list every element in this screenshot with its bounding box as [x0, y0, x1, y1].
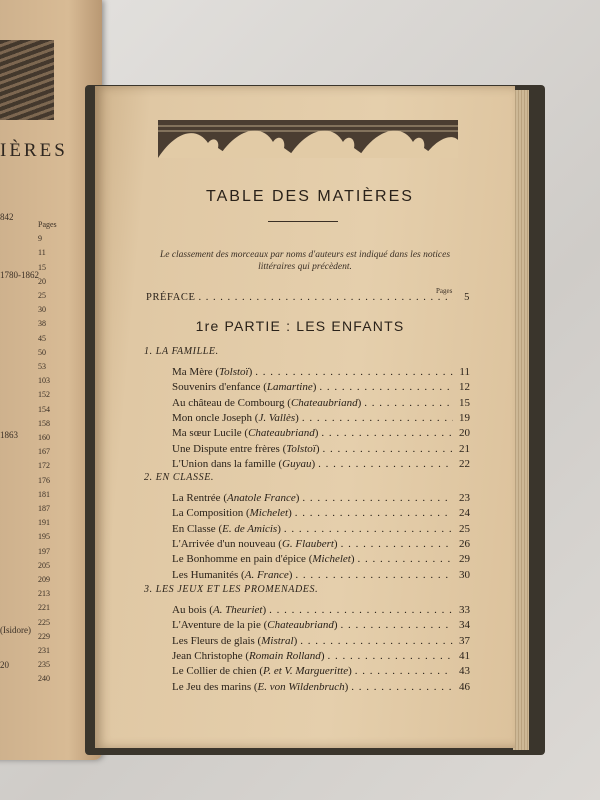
paren: (	[252, 411, 259, 424]
wave-ornament-header	[158, 118, 458, 160]
entry-page: 26	[459, 537, 470, 550]
left-page-number: 167	[38, 447, 50, 457]
preface-label: PRÉFACE	[146, 292, 196, 303]
left-page-heading: IÈRES	[0, 140, 68, 161]
entry-page: 33	[459, 604, 470, 616]
page-title: TABLE DES MATIÈRES	[206, 188, 414, 205]
left-page-number: 235	[38, 660, 50, 670]
left-page-number: 195	[38, 532, 50, 542]
leader-dots	[321, 427, 453, 439]
leader-dots	[302, 492, 453, 504]
paren: (	[220, 492, 227, 504]
toc-entry	[172, 553, 470, 565]
paren: )	[288, 507, 292, 520]
paren: (	[256, 665, 264, 678]
paren: (	[241, 427, 249, 440]
paren: (	[260, 381, 267, 394]
paren: )	[295, 411, 299, 424]
entry-title: Une Dispute entre frères	[172, 442, 280, 455]
left-page-number: 205	[38, 560, 50, 570]
toc-entry	[172, 458, 470, 470]
entry-page: 34	[459, 619, 470, 632]
paren: )	[357, 396, 362, 409]
leader-dots	[199, 292, 453, 303]
entry-page: 29	[459, 553, 470, 566]
left-page-number: 45	[38, 333, 46, 343]
paren: )	[320, 649, 325, 662]
entry-author: A. France	[244, 568, 289, 581]
toc-entry	[172, 523, 470, 535]
toc-entry	[172, 569, 470, 581]
entry-title: Le Collier de chien	[172, 665, 257, 678]
left-page-number: 15	[38, 262, 46, 272]
paren: )	[288, 568, 293, 581]
entry-title: Les Fleurs de glais	[172, 634, 255, 647]
leader-dots	[341, 538, 453, 550]
leader-dots	[255, 366, 453, 378]
left-page-number: 154	[38, 404, 50, 414]
left-page-number: 191	[38, 518, 50, 528]
left-page-number: 213	[38, 589, 50, 599]
entry-title: Ma Mère	[172, 366, 213, 378]
entry-author: Chateaubriand	[267, 619, 334, 632]
left-page-fragment: 20	[0, 660, 9, 670]
left-page-fragment: 1780-1862	[0, 270, 39, 280]
paren: (	[242, 649, 249, 662]
leader-dots	[269, 604, 453, 616]
entry-author: Michelet	[312, 553, 351, 566]
paren: (	[284, 396, 291, 409]
left-page-number: Pages	[38, 220, 57, 229]
entry-author: P. et V. Margueritte	[263, 665, 349, 678]
entry-author: G. Flaubert	[281, 537, 334, 550]
toc-entry	[172, 604, 470, 616]
entry-page: 37	[459, 634, 470, 647]
toc-entry	[172, 427, 470, 439]
leader-dots	[302, 412, 453, 424]
leader-dots	[327, 650, 453, 662]
entry-title: L'Arrivée d'un nouveau	[172, 537, 276, 550]
entry-author: E. von Wildenbruch	[257, 680, 345, 693]
left-page-number: 176	[38, 475, 50, 485]
leader-dots	[358, 553, 453, 565]
intro-note: Le classement des morceaux par noms d'auteurs est indiqué dans les notices littéraires qui précèdent.	[159, 250, 451, 272]
left-page-number: 225	[38, 617, 50, 627]
entry-page: 43	[459, 665, 470, 678]
preface-page: 5	[464, 292, 470, 303]
leader-dots	[284, 523, 453, 535]
section-heading: 1. LA FAMILLE.	[144, 346, 219, 357]
left-page-number: 53	[38, 362, 46, 371]
paren: (	[238, 568, 245, 581]
entry-title: Souvenirs d'enfance	[172, 381, 261, 394]
entry-author: J. Vallès	[258, 411, 296, 424]
entry-title: En Classe	[172, 522, 216, 535]
paren: (	[305, 553, 313, 566]
paren: )	[293, 634, 298, 647]
toc-entry	[172, 635, 470, 647]
leader-dots	[341, 619, 453, 631]
entry-author: E. de Amicis	[222, 522, 278, 535]
left-page-number: 187	[38, 504, 50, 513]
left-page-number: 9	[38, 234, 42, 244]
left-page-number: 30	[38, 305, 46, 315]
entry-page: 30	[459, 568, 470, 581]
left-page-fragment: 1863	[0, 430, 18, 440]
paren: (	[243, 507, 250, 520]
entry-page: 41	[459, 649, 470, 662]
entry-page: 22	[459, 457, 470, 470]
toc-entry	[172, 366, 470, 378]
left-page-number: 172	[38, 461, 50, 471]
entry-title: La Composition	[172, 507, 244, 520]
entry-author: Michelet	[249, 507, 289, 520]
wave-ornament-left	[0, 40, 54, 120]
preface-entry	[146, 292, 470, 303]
paren: (	[275, 457, 283, 470]
paren: (	[212, 366, 220, 378]
entry-author: Tolstoï	[219, 366, 249, 378]
paren: )	[295, 492, 300, 504]
entry-author: Chateaubriand	[248, 427, 315, 440]
left-page-number: 231	[38, 646, 50, 655]
toc-entry	[172, 507, 470, 519]
entry-page: 11	[459, 366, 470, 378]
section-heading: 3. LES JEUX ET LES PROMENADES.	[144, 584, 319, 595]
paren: )	[277, 522, 281, 535]
entry-title: Jean Christophe	[172, 649, 243, 662]
page-block-edge	[513, 90, 529, 750]
toc-entry	[172, 412, 470, 424]
toc-entry	[172, 681, 470, 693]
toc-entry	[172, 397, 470, 409]
entry-page: 15	[459, 396, 470, 409]
paren: )	[314, 427, 319, 440]
entry-page: 21	[459, 442, 470, 455]
left-page-number: 20	[38, 276, 46, 286]
entry-author: Anatole France	[226, 492, 296, 504]
left-page-number: 50	[38, 347, 46, 357]
left-page-fragment: (Isidore)	[0, 625, 31, 635]
left-page-number: 158	[38, 418, 50, 428]
left-page-number: 103	[38, 376, 50, 386]
left-page-number: 25	[38, 291, 46, 300]
entry-page: 24	[459, 507, 470, 520]
entry-title: Les Humanités	[172, 568, 239, 581]
paren: (	[251, 680, 258, 693]
left-page-number: 11	[38, 248, 46, 258]
left-page-number: 197	[38, 546, 50, 556]
left-page-number: 160	[38, 433, 50, 442]
paren: )	[344, 680, 349, 693]
entry-page: 23	[459, 492, 470, 504]
left-page-fragment: 842	[0, 212, 14, 222]
left-page-number: 221	[38, 603, 50, 613]
left-page-number: 181	[38, 489, 50, 499]
left-page-number: 152	[38, 390, 50, 400]
section-heading: 2. EN CLASSE.	[144, 472, 215, 483]
paren: (	[206, 604, 213, 616]
paren: )	[348, 665, 352, 678]
toc-entry	[172, 492, 470, 504]
leader-dots	[351, 681, 453, 693]
entry-title: Le Jeu des marins	[172, 680, 252, 693]
entry-page: 12	[459, 381, 470, 394]
entry-author: Chateaubriand	[290, 396, 358, 409]
entry-page: 20	[459, 427, 470, 440]
entry-title: L'Aventure de la pie	[172, 619, 261, 632]
toc-entry	[172, 443, 470, 455]
paren: (	[254, 634, 262, 647]
entry-title: Au bois	[172, 604, 207, 616]
toc-entry	[172, 665, 470, 677]
left-page-number: 209	[38, 575, 50, 584]
paren: (	[215, 522, 223, 535]
entry-author: Tolstoï	[286, 442, 316, 455]
leader-dots	[364, 397, 453, 409]
paren: )	[315, 442, 320, 455]
leader-dots	[300, 635, 453, 647]
paren: )	[312, 381, 317, 394]
part-heading: 1re PARTIE : LES ENFANTS	[195, 318, 405, 334]
toc-entry	[172, 538, 470, 550]
entry-author: A. Theuriet	[212, 604, 263, 616]
pages-column-header: Pages	[436, 287, 453, 295]
title-rule	[268, 221, 338, 222]
left-page-number: 240	[38, 674, 50, 684]
entry-title: Mon oncle Joseph	[172, 411, 253, 424]
leader-dots	[295, 507, 453, 519]
entry-author: Guyau	[282, 457, 312, 470]
toc-entry	[172, 619, 470, 631]
paren: (	[275, 537, 282, 550]
entry-author: Mistral	[261, 634, 294, 647]
paren: )	[333, 537, 338, 550]
paren: )	[262, 604, 267, 616]
left-page-number: 38	[38, 319, 46, 329]
leader-dots	[318, 458, 453, 470]
paren: )	[333, 619, 338, 632]
entry-title: Au château de Combourg	[172, 396, 285, 409]
paren: )	[350, 553, 355, 566]
toc-entry	[172, 381, 470, 393]
paren: (	[260, 619, 268, 632]
entry-title: L'Union dans la famille	[172, 457, 276, 470]
leader-dots	[319, 381, 453, 393]
paren: )	[248, 366, 253, 378]
entry-title: Ma sœur Lucile	[172, 427, 242, 440]
left-page-number: 229	[38, 631, 50, 641]
paren: (	[279, 442, 287, 455]
entry-page: 46	[459, 680, 470, 693]
leader-dots	[355, 665, 453, 677]
leader-dots	[295, 569, 453, 581]
entry-author: Romain Rolland	[249, 649, 321, 662]
toc-entry	[172, 650, 470, 662]
paren: )	[311, 457, 316, 470]
entry-title: La Rentrée	[172, 492, 221, 504]
entry-title: Le Bonhomme en pain d'épice	[172, 553, 306, 566]
leader-dots	[322, 443, 453, 455]
entry-page: 19	[459, 411, 470, 424]
entry-author: Lamartine	[266, 381, 313, 394]
entry-page: 25	[459, 522, 470, 535]
